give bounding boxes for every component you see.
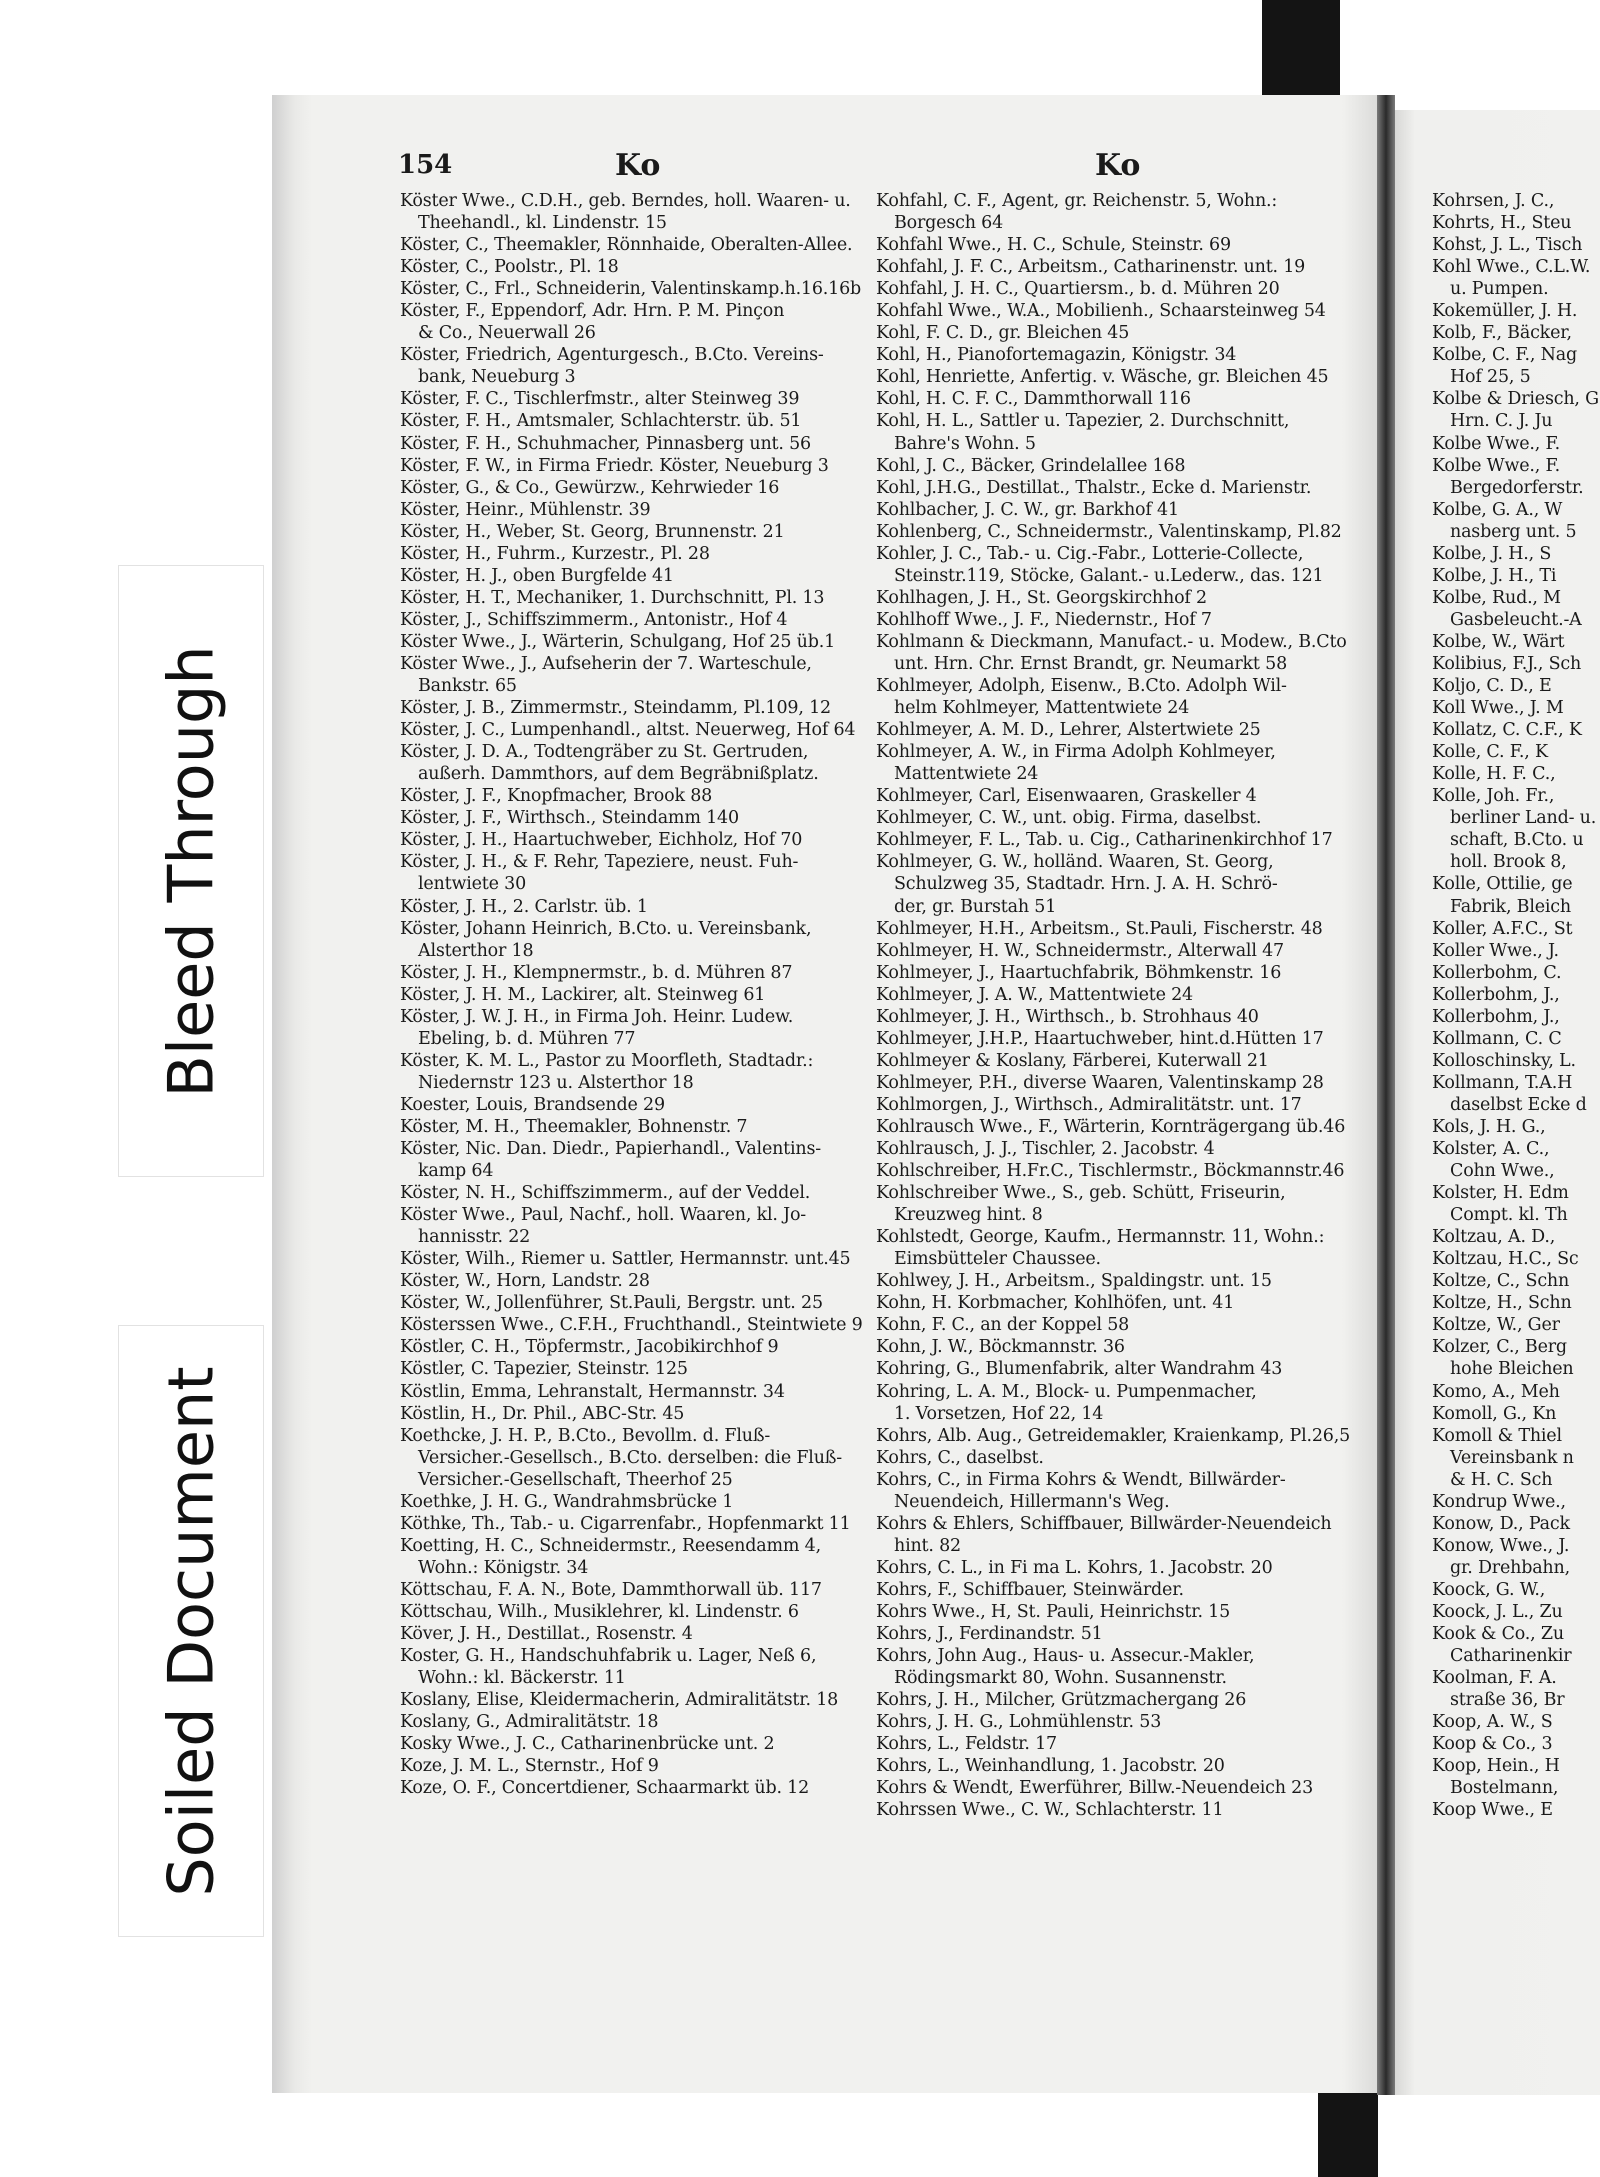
directory-entry: Koltze, W., Ger — [1432, 1315, 1560, 1336]
directory-entry: Komoll, G., Kn — [1432, 1403, 1557, 1424]
directory-entry: Köster, H. J., oben Burgfelde 41 — [400, 565, 674, 586]
directory-entry: Kohlschreiber Wwe., S., geb. Schütt, Friseurin, — [876, 1183, 1286, 1204]
directory-entry: Koester, Louis, Brandsende 29 — [400, 1094, 665, 1115]
directory-entry: Kohlmeyer & Koslany, Färberei, Kuterwall 21 — [876, 1050, 1269, 1071]
directory-entry: Kolibius, F.J., Sch — [1432, 653, 1582, 674]
directory-entry: straße 36, Br — [1450, 1690, 1565, 1711]
directory-entry: Kolle, H. F. C., — [1432, 764, 1556, 785]
directory-entry: Kolbe & Driesch, G — [1432, 389, 1599, 410]
directory-entry: Borgesch 64 — [894, 213, 1004, 234]
directory-entry: Kohlstedt, George, Kaufm., Hermannstr. 11, Wohn.: — [876, 1227, 1325, 1248]
directory-entry: Köster, Heinr., Mühlenstr. 39 — [400, 499, 651, 520]
directory-entry: Kohfahl, C. F., Agent, gr. Reichenstr. 5, Wohn.: — [876, 191, 1278, 211]
directory-entry: Kohst, J. L., Tisch — [1432, 235, 1583, 256]
directory-entry: Kösterssen Wwe., C.F.H., Fruchthandl., Steintwiete 9 — [400, 1315, 863, 1336]
directory-entry: helm Kohlmeyer, Mattentwiete 24 — [894, 698, 1190, 719]
directory-entry: Köster, J., Schiffszimmerm., Antonistr., Hof 4 — [400, 609, 788, 630]
directory-entry: Rödingsmarkt 80, Wohn. Susannenstr. — [894, 1668, 1227, 1689]
directory-entry: Kohlhoff Wwe., J. F., Niedernstr., Hof 7 — [876, 609, 1212, 630]
directory-entry: Koll Wwe., J. M — [1432, 698, 1564, 719]
directory-entry: Kohlrausch, J. J., Tischler, 2. Jacobstr. 4 — [876, 1139, 1215, 1160]
directory-entry: Köster, M. H., Theemakler, Bohnenstr. 7 — [400, 1116, 748, 1137]
directory-entry: Kollerbohm, J., — [1432, 1006, 1560, 1027]
directory-entry: hohe Bleichen — [1450, 1359, 1574, 1380]
directory-entry: Kook & Co., Zu — [1432, 1624, 1564, 1645]
directory-entry: Kohrs, F., Schiffbauer, Steinwärder. — [876, 1579, 1184, 1600]
directory-entry: Kohlmeyer, J.H.P., Haartuchweber, hint.d.Hütten 17 — [876, 1028, 1324, 1049]
directory-entry: Kohlmeyer, J., Haartuchfabrik, Böhmkenstr. 16 — [876, 962, 1282, 983]
directory-entry: Koze, O. F., Concertdiener, Schaarmarkt üb. 12 — [400, 1778, 810, 1799]
directory-entry: Köster, J. H., Haartuchweber, Eichholz, Hof 70 — [400, 830, 803, 851]
directory-entry: Konow, D., Pack — [1432, 1513, 1570, 1534]
directory-entry: Köster Wwe., C.D.H., geb. Berndes, holl. Waaren- u. — [400, 191, 851, 211]
directory-entry: Koltze, H., Schn — [1432, 1293, 1572, 1314]
directory-entry: Kolzer, C., Berg — [1432, 1337, 1567, 1358]
directory-entry: Kohring, G., Blumenfabrik, alter Wandrahm 43 — [876, 1359, 1283, 1380]
directory-entry: Kohlmeyer, H. W., Schneidermstr., Alterwall 47 — [876, 940, 1284, 961]
directory-entry: Kohrs, L., Feldstr. 17 — [876, 1734, 1057, 1755]
directory-entry: Compt. kl. Th — [1450, 1205, 1568, 1226]
directory-entry: Kohrs, Alb. Aug., Getreidemakler, Kraienkamp, Pl.26,5 — [876, 1425, 1350, 1446]
directory-entry: Wohn.: kl. Bäckerstr. 11 — [418, 1668, 626, 1689]
directory-entry: Köster, H., Weber, St. Georg, Brunnenstr. 21 — [400, 521, 785, 542]
directory-entry: Kohl, H. L., Sattler u. Tapezier, 2. Durchschnitt, — [876, 411, 1290, 432]
directory-entry: Bahre's Wohn. 5 — [894, 433, 1036, 454]
directory-entry: Kohlschreiber, H.Fr.C., Tischlermstr., Böckmannstr.46 — [876, 1161, 1345, 1182]
directory-entry: Kohrs, J., Ferdinandstr. 51 — [876, 1624, 1103, 1645]
directory-entry: Gasbeleucht.-A — [1450, 609, 1582, 630]
directory-entry: Köster, J. H., & F. Rehr, Tapeziere, neust. Fuh- — [400, 852, 799, 873]
directory-entry: Kohn, H. Korbmacher, Kohlhöfen, unt. 41 — [876, 1293, 1235, 1314]
directory-entry: hannisstr. 22 — [418, 1227, 531, 1248]
directory-entry: Kolster, H. Edm — [1432, 1183, 1569, 1204]
directory-entry: Köster, H., Fuhrm., Kurzestr., Pl. 28 — [400, 543, 710, 564]
directory-entry: Kohrs, J. H., Milcher, Grützmachergang 26 — [876, 1690, 1247, 1711]
directory-entry: 1. Vorsetzen, Hof 22, 14 — [894, 1403, 1104, 1424]
directory-entry: Fabrik, Bleich — [1450, 896, 1571, 917]
directory-entry: Köster, J. D. A., Todtengräber zu St. Gertruden, — [400, 742, 809, 763]
directory-entry: Kohl, Henriette, Anfertig. v. Wäsche, gr. Bleichen 45 — [876, 367, 1329, 388]
directory-entry: Kohlbacher, J. C. W., gr. Barkhof 41 — [876, 499, 1179, 520]
directory-entry: Koslany, G., Admiralitätstr. 18 — [400, 1712, 659, 1733]
directory-entry: Koze, J. M. L., Sternstr., Hof 9 — [400, 1756, 659, 1777]
directory-entry: Bergedorferstr. — [1450, 477, 1584, 498]
directory-entry: außerh. Dammthors, auf dem Begräbnißplatz. — [418, 764, 819, 785]
directory-entry: Köster, Johann Heinrich, B.Cto. u. Vereinsbank, — [400, 918, 812, 939]
directory-entry: Hof 25, 5 — [1450, 367, 1531, 388]
directory-entry: Kohler, J. C., Tab.- u. Cig.-Fabr., Lotterie-Collecte, — [876, 543, 1304, 564]
directory-entry: Catharinenkir — [1450, 1646, 1572, 1667]
directory-entry: kamp 64 — [418, 1161, 494, 1182]
directory-entry: Kohl, H. C. F. C., Dammthorwall 116 — [876, 389, 1191, 410]
directory-entry: Kolbe Wwe., F. — [1432, 455, 1561, 476]
directory-entry: Kohlhagen, J. H., St. Georgskirchhof 2 — [876, 587, 1207, 608]
soiled-document-label — [118, 1325, 264, 1937]
directory-entry: Köstlin, H., Dr. Phil., ABC-Str. 45 — [400, 1403, 685, 1424]
book-gutter — [1377, 95, 1395, 2095]
directory-entry: Kols, J. H. G., — [1432, 1116, 1546, 1137]
directory-entry: Kohrssen Wwe., C. W., Schlachterstr. 11 — [876, 1800, 1224, 1821]
directory-entry: Kohl, J. C., Bäcker, Grindelallee 168 — [876, 455, 1186, 476]
directory-entry: Kohrs, C. L., in Fi ma L. Kohrs, 1. Jacobstr. 20 — [876, 1557, 1273, 1578]
directory-entry: Kolster, A. C., — [1432, 1139, 1550, 1160]
directory-entry: Neuendeich, Hillermann's Weg. — [894, 1491, 1170, 1512]
directory-entry: Koltzau, A. D., — [1432, 1227, 1556, 1248]
directory-entry: der, gr. Burstah 51 — [894, 896, 1057, 917]
directory-entry: Bankstr. 65 — [418, 676, 517, 697]
directory-entry: Kohn, F. C., an der Koppel 58 — [876, 1315, 1130, 1336]
directory-entry: Köster, G., & Co., Gewürzw., Kehrwieder 16 — [400, 477, 780, 498]
page-number: 154 — [398, 150, 453, 180]
directory-entry: Kohrs & Wendt, Ewerführer, Billw.-Neuendeich 23 — [876, 1778, 1314, 1799]
directory-entry: Ebeling, b. d. Mühren 77 — [418, 1028, 636, 1049]
directory-entry: Kohl, H., Pianofortemagazin, Königstr. 34 — [876, 345, 1237, 366]
directory-entry: Kohfahl, J. H. C., Quartiersm., b. d. Mühren 20 — [876, 279, 1280, 300]
directory-entry: hint. 82 — [894, 1535, 961, 1556]
directory-entry: Theehandl., kl. Lindenstr. 15 — [418, 213, 667, 234]
directory-entry: schaft, B.Cto. u — [1450, 830, 1584, 851]
directory-entry: Mattentwiete 24 — [894, 764, 1039, 785]
directory-entry: Kohl, F. C. D., gr. Bleichen 45 — [876, 323, 1130, 344]
directory-entry: & Co., Neuerwall 26 — [418, 323, 596, 344]
directory-entry: Köster, F. H., Schuhmacher, Pinnasberg unt. 56 — [400, 433, 811, 454]
directory-entry: Kohrsen, J. C., — [1432, 191, 1555, 211]
directory-entry: Köster, J. H., 2. Carlstr. üb. 1 — [400, 896, 648, 917]
directory-entry: Kohlmeyer, H.H., Arbeitsm., St.Pauli, Fischerstr. 48 — [876, 918, 1323, 939]
middle-directory-column — [876, 190, 1356, 1821]
directory-entry: Kolbe, C. F., Nag — [1432, 345, 1577, 366]
directory-entry: Kohlmeyer, G. W., holländ. Waaren, St. Georg, — [876, 852, 1274, 873]
directory-entry: Kohlmeyer, P.H., diverse Waaren, Valentinskamp 28 — [876, 1072, 1324, 1093]
directory-entry: Köster, J. H. M., Lackirer, alt. Steinweg 61 — [400, 984, 766, 1005]
directory-entry: Kollerbohm, C. — [1432, 962, 1562, 983]
bottom-black-band — [1318, 2093, 1378, 2177]
directory-entry: Koslany, Elise, Kleidermacherin, Admiralitätstr. 18 — [400, 1690, 839, 1711]
directory-entry: Köster, K. M. L., Pastor zu Moorfleth, Stadtadr.: — [400, 1050, 814, 1071]
directory-entry: Kohlmeyer, Carl, Eisenwaaren, Graskeller 4 — [876, 786, 1257, 807]
directory-entry: Komo, A., Meh — [1432, 1381, 1560, 1402]
directory-entry: Kohlmann & Dieckmann, Manufact.- u. Modew., B.Cto — [876, 631, 1347, 652]
directory-entry: Koltzau, H.C., Sc — [1432, 1249, 1579, 1270]
directory-entry: Köster, Wilh., Riemer u. Sattler, Hermannstr. unt.45 — [400, 1249, 851, 1270]
right-directory-column-fragment — [1432, 190, 1600, 1821]
directory-entry: Kohn, J. W., Böckmannstr. 36 — [876, 1337, 1125, 1358]
directory-entry: Kohlmeyer, A. M. D., Lehrer, Alstertwiete 25 — [876, 720, 1261, 741]
directory-entry: Köster, F., Eppendorf, Adr. Hrn. P. M. Pinçon — [400, 301, 785, 322]
directory-entry: Koetting, H. C., Schneidermstr., Reesendamm 4, — [400, 1535, 821, 1556]
directory-entry: Vereinsbank n — [1450, 1447, 1574, 1468]
bleed-through-label-text: Bleed Through — [154, 644, 228, 1098]
directory-entry: Köster, W., Horn, Landstr. 28 — [400, 1271, 650, 1292]
directory-entry: Köster, J. F., Wirthsch., Steindamm 140 — [400, 808, 739, 829]
directory-entry: Koolman, F. A. — [1432, 1668, 1557, 1689]
directory-entry: Koock, G. W., — [1432, 1579, 1546, 1600]
directory-entry: Koop Wwe., E — [1432, 1800, 1553, 1821]
directory-entry: Kondrup Wwe., — [1432, 1491, 1566, 1512]
directory-entry: Köster, Friedrich, Agenturgesch., B.Cto. Vereins- — [400, 345, 824, 366]
directory-entry: Kreuzweg hint. 8 — [894, 1205, 1043, 1226]
directory-entry: Köster Wwe., J., Aufseherin der 7. Warteschule, — [400, 653, 812, 674]
running-head-left: Ko — [615, 148, 661, 183]
directory-entry: Koethke, J. H. G., Wandrahmsbrücke 1 — [400, 1491, 734, 1512]
directory-entry: Köstler, C. Tapezier, Steinstr. 125 — [400, 1359, 688, 1380]
directory-entry: Kohlmeyer, A. W., in Firma Adolph Kohlmeyer, — [876, 742, 1276, 763]
directory-entry: Kohlmeyer, Adolph, Eisenw., B.Cto. Adolph Wil- — [876, 676, 1287, 697]
directory-entry: Kohlmeyer, F. L., Tab. u. Cig., Catharinenkirchhof 17 — [876, 830, 1333, 851]
running-head-right: Ko — [1095, 148, 1141, 183]
directory-entry: Köster, J. C., Lumpenhandl., altst. Neuerweg, Hof 64 — [400, 720, 856, 741]
directory-entry: Koethcke, J. H. P., B.Cto., Bevollm. d. Fluß- — [400, 1425, 771, 1446]
directory-entry: Niedernstr 123 u. Alsterthor 18 — [418, 1072, 694, 1093]
directory-entry: Schulzweg 35, Stadtadr. Hrn. J. A. H. Schrö- — [894, 874, 1278, 895]
left-directory-column — [400, 190, 870, 1799]
directory-entry: Köttschau, F. A. N., Bote, Dammthorwall üb. 117 — [400, 1579, 822, 1600]
directory-entry: Koller Wwe., J. — [1432, 940, 1559, 961]
directory-entry: Köster, J. F., Knopfmacher, Brook 88 — [400, 786, 713, 807]
directory-entry: gr. Drehbahn, — [1450, 1557, 1570, 1578]
directory-entry: Kollmann, T.A.H — [1432, 1072, 1573, 1093]
directory-entry: Koller, A.F.C., St — [1432, 918, 1573, 939]
directory-entry: Koop & Co., 3 — [1432, 1734, 1553, 1755]
directory-entry: Kohfahl, J. F. C., Arbeitsm., Catharinenstr. unt. 19 — [876, 257, 1306, 278]
directory-entry: Köster, F. H., Amtsmaler, Schlachterstr. üb. 51 — [400, 411, 802, 432]
directory-entry: Versicher.-Gesellschaft, Theerhof 25 — [418, 1469, 733, 1490]
directory-entry: Kolle, Ottilie, ge — [1432, 874, 1573, 895]
directory-entry: Kohlrausch Wwe., F., Wärterin, Kornträgergang üb.46 — [876, 1116, 1346, 1137]
directory-entry: Koltze, C., Schn — [1432, 1271, 1570, 1292]
directory-entry: Koop, Hein., H — [1432, 1756, 1560, 1777]
directory-entry: Kohlmeyer, J. A. W., Mattentwiete 24 — [876, 984, 1193, 1005]
directory-entry: Köster, W., Jollenführer, St.Pauli, Bergstr. unt. 25 — [400, 1293, 823, 1314]
directory-entry: Köstlin, Emma, Lehranstalt, Hermannstr. 34 — [400, 1381, 785, 1402]
directory-entry: Köster Wwe., Paul, Nachf., holl. Waaren, kl. Jo- — [400, 1205, 806, 1226]
directory-entry: Kohfahl Wwe., H. C., Schule, Steinstr. 69 — [876, 235, 1231, 256]
directory-entry: Kohrs, J. H. G., Lohmühlenstr. 53 — [876, 1712, 1162, 1733]
directory-entry: Kollerbohm, J., — [1432, 984, 1560, 1005]
directory-entry: Köster, J. B., Zimmermstr., Steindamm, Pl.109, 12 — [400, 698, 831, 719]
directory-entry: Koop, A. W., S — [1432, 1712, 1553, 1733]
directory-entry: Köster Wwe., J., Wärterin, Schulgang, Hof 25 üb.1 — [400, 631, 836, 652]
directory-entry: Eimsbütteler Chaussee. — [894, 1249, 1101, 1270]
directory-entry: daselbst Ecke d — [1450, 1094, 1587, 1115]
directory-entry: Kohrs, C., in Firma Kohrs & Wendt, Billwärder- — [876, 1469, 1286, 1490]
directory-entry: Komoll & Thiel — [1432, 1425, 1562, 1446]
directory-entry: Kohfahl Wwe., W.A., Mobilienh., Schaarsteinweg 54 — [876, 301, 1326, 322]
directory-entry: Köver, J. H., Destillat., Rosenstr. 4 — [400, 1624, 693, 1645]
directory-entry: Kolle, Joh. Fr., — [1432, 786, 1555, 807]
directory-entry: Kohrs, C., daselbst. — [876, 1447, 1044, 1468]
directory-entry: Kohlmeyer, J. H., Wirthsch., b. Strohhaus 40 — [876, 1006, 1259, 1027]
directory-entry: Köster, F. W., in Firma Friedr. Köster, Neueburg 3 — [400, 455, 829, 476]
directory-entry: Köthke, Th., Tab.- u. Cigarrenfabr., Hopfenmarkt 11 — [400, 1513, 851, 1534]
directory-entry: nasberg unt. 5 — [1450, 521, 1577, 542]
directory-entry: Kohrs, John Aug., Haus- u. Assecur.-Makler, — [876, 1646, 1255, 1667]
directory-entry: Versicher.-Gesellsch., B.Cto. derselben: die Fluß- — [418, 1447, 842, 1468]
directory-entry: & H. C. Sch — [1450, 1469, 1553, 1490]
directory-entry: Kolb, F., Bäcker, — [1432, 323, 1572, 344]
directory-entry: Koljo, C. D., E — [1432, 676, 1552, 697]
directory-entry: Köster, F. C., Tischlerfmstr., alter Steinweg 39 — [400, 389, 800, 410]
directory-entry: Kolbe, J. H., S — [1432, 543, 1552, 564]
directory-entry: Kohlmeyer, C. W., unt. obig. Firma, daselbst. — [876, 808, 1262, 829]
directory-entry: Kolle, C. F., K — [1432, 742, 1548, 763]
directory-entry: bank, Neueburg 3 — [418, 367, 576, 388]
directory-entry: Kolbe, Rud., M — [1432, 587, 1561, 608]
directory-entry: Konow, Wwe., J. — [1432, 1535, 1570, 1556]
directory-entry: Köster, Nic. Dan. Diedr., Papierhandl., Valentins- — [400, 1139, 821, 1160]
directory-entry: Alsterthor 18 — [418, 940, 534, 961]
directory-entry: Kokemüller, J. H. — [1432, 301, 1578, 322]
directory-entry: Köttschau, Wilh., Musiklehrer, kl. Lindenstr. 6 — [400, 1602, 799, 1622]
directory-entry: Bostelmann, — [1450, 1778, 1559, 1799]
directory-entry: lentwiete 30 — [418, 874, 527, 895]
directory-entry: Kohlmorgen, J., Wirthsch., Admiralitätstr. unt. 17 — [876, 1094, 1302, 1115]
directory-entry: Kohl Wwe., C.L.W. — [1432, 257, 1591, 278]
directory-entry: Kohrs, L., Weinhandlung, 1. Jacobstr. 20 — [876, 1756, 1225, 1777]
directory-entry: Kollmann, C. C — [1432, 1028, 1562, 1049]
directory-entry: Kosky Wwe., J. C., Catharinenbrücke unt. 2 — [400, 1734, 775, 1755]
directory-entry: Köster, C., Frl., Schneiderin, Valentinskamp.h.16.16b — [400, 279, 862, 300]
directory-entry: Kohlenberg, C., Schneidermstr., Valentinskamp, Pl.82 — [876, 521, 1342, 542]
soiled-document-label-text: Soiled Document — [154, 1365, 228, 1897]
directory-entry: Kolbe, W., Wärt — [1432, 631, 1565, 652]
directory-entry: Hrn. C. J. Ju — [1450, 411, 1553, 432]
directory-entry: Köster, N. H., Schiffszimmerm., auf der Veddel. — [400, 1183, 811, 1204]
directory-entry: Koock, J. L., Zu — [1432, 1602, 1563, 1622]
directory-entry: Kolbe Wwe., F. — [1432, 433, 1561, 454]
directory-entry: Kohlwey, J. H., Arbeitsm., Spaldingstr. unt. 15 — [876, 1271, 1272, 1292]
bleed-through-label — [118, 565, 264, 1177]
directory-entry: unt. Hrn. Chr. Ernst Brandt, gr. Neumarkt 58 — [894, 653, 1287, 674]
directory-entry: Steinstr.119, Stöcke, Galant.- u.Lederw., das. 121 — [894, 565, 1324, 586]
directory-entry: Kolbe, J. H., Ti — [1432, 565, 1557, 586]
directory-entry: Köster, J. W. J. H., in Firma Joh. Heinr. Ludew. — [400, 1006, 794, 1027]
directory-entry: Köster, C., Theemakler, Rönnhaide, Oberalten-Allee. — [400, 235, 853, 256]
directory-entry: Köstler, C. H., Töpfermstr., Jacobikirchhof 9 — [400, 1337, 779, 1358]
directory-entry: Kolloschinsky, L. — [1432, 1050, 1576, 1071]
directory-entry: Köster, C., Poolstr., Pl. 18 — [400, 257, 619, 278]
directory-entry: Kollatz, C. C.F., K — [1432, 720, 1582, 741]
directory-entry: Koster, G. H., Handschuhfabrik u. Lager, Neß 6, — [400, 1646, 817, 1667]
directory-entry: Kohl, J.H.G., Destillat., Thalstr., Ecke d. Marienstr. — [876, 477, 1312, 498]
directory-entry: berliner Land- u. — [1450, 808, 1597, 829]
top-black-band — [1262, 0, 1340, 95]
directory-entry: Köster, J. H., Klempnermstr., b. d. Mühren 87 — [400, 962, 793, 983]
directory-entry: Wohn.: Königstr. 34 — [418, 1557, 589, 1578]
directory-entry: u. Pumpen. — [1450, 279, 1549, 300]
directory-entry: Cohn Wwe., — [1450, 1161, 1555, 1182]
directory-entry: Kohrs & Ehlers, Schiffbauer, Billwärder-Neuendeich — [876, 1513, 1332, 1534]
directory-entry: Kohrts, H., Steu — [1432, 213, 1572, 234]
directory-entry: holl. Brook 8, — [1450, 852, 1567, 873]
directory-entry: Kolbe, G. A., W — [1432, 499, 1563, 520]
directory-entry: Kohrs Wwe., H, St. Pauli, Heinrichstr. 15 — [876, 1602, 1231, 1622]
directory-entry: Köster, H. T., Mechaniker, 1. Durchschnitt, Pl. 13 — [400, 587, 825, 608]
directory-entry: Kohring, L. A. M., Block- u. Pumpenmacher, — [876, 1381, 1257, 1402]
